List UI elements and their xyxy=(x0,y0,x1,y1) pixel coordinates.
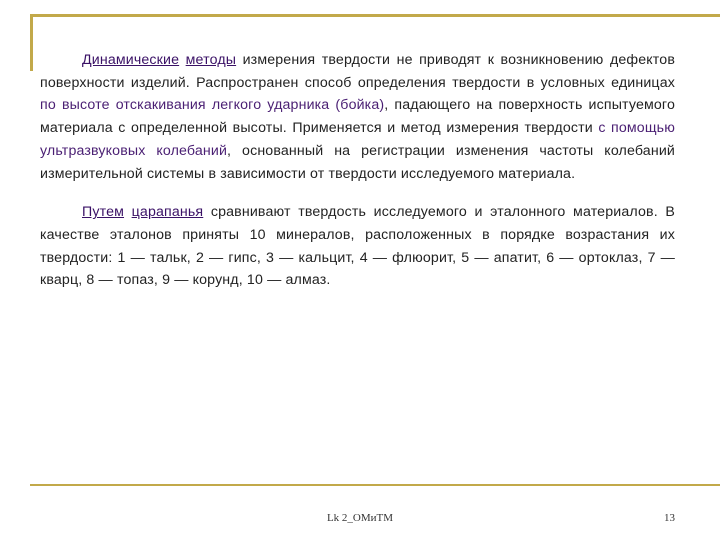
highlight-rebound: по высоте отскакивания легкого ударника (бойка) xyxy=(40,97,385,114)
paragraph-text: сравнивают твердость исследуемого и эталонного материалов. В качестве эталонов приняты 10 минералов, расположенных в порядке возрастания их твердости: 1 — тальк, 2 — гипс, 3 — кальцит, 4 — флюорит, 5 — апатит, 6 — ортоклаз, 7 — кварц, 8 — топаз, 9 — корунд, 10 — алмаз. xyxy=(40,204,675,289)
term-scratching: царапанья xyxy=(131,204,204,221)
paragraph-text: , основанный на регистрации изменения частоты колебаний измерительной системы в зависимости от твердости исследуемого материала. xyxy=(40,142,675,182)
paragraph-scratch-method xyxy=(40,201,675,292)
footer-label: Lk 2_OMиTM xyxy=(326,512,394,524)
term-by-way: Путем xyxy=(82,204,125,221)
paragraph-dynamic-methods xyxy=(40,49,675,185)
slide-body xyxy=(40,49,675,292)
paragraph-text: измерения твердости не приводят к возникновению дефектов поверхности изделий. Распространен способ определения твердости в условных единицах xyxy=(40,52,676,91)
paragraph-text: , падающего на поверхность испытуемого материала с определенной высоты. Применяется и метод измерения твердости xyxy=(40,97,675,137)
left-rule xyxy=(30,14,33,71)
page-number: 13 xyxy=(664,512,675,524)
term-dynamic: Динамические xyxy=(82,52,180,68)
highlight-ultrasonic: с помощью ультразвуковых колебаний xyxy=(40,120,676,159)
top-rule xyxy=(30,14,720,17)
bottom-rule xyxy=(30,484,720,486)
term-methods: методы xyxy=(185,52,237,68)
